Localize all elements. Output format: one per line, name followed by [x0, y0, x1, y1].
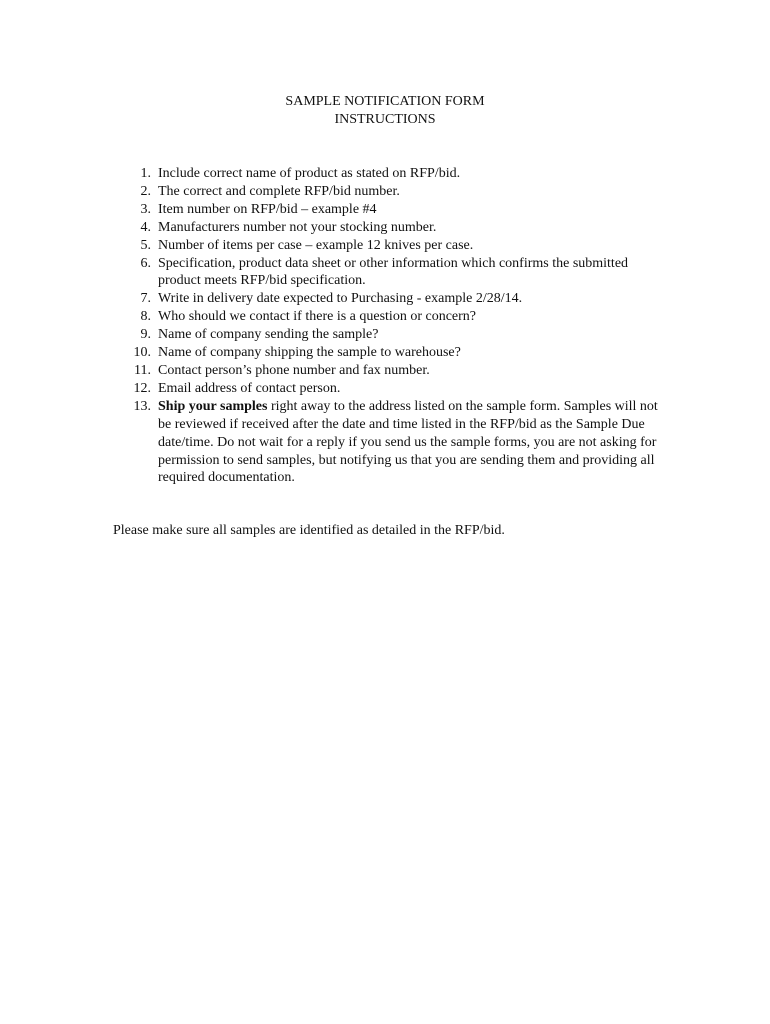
- item-number: 5.: [140, 237, 151, 253]
- item-number: 8.: [140, 309, 151, 325]
- item-number: 7.: [140, 291, 151, 307]
- item-text: The correct and complete RFP/bid number.: [158, 183, 400, 199]
- list-item: [120, 344, 665, 362]
- item-number: 4.: [140, 219, 151, 235]
- list-item: [120, 362, 665, 380]
- item-text: Item number on RFP/bid – example #4: [158, 201, 377, 217]
- item-text: Name of company sending the sample?: [158, 327, 379, 343]
- item-text: Write in delivery date expected to Purchasing - example 2/28/14.: [158, 291, 523, 307]
- list-item: [120, 237, 665, 255]
- footer-note: Please make sure all samples are identified as detailed in the RFP/bid.: [113, 523, 505, 538]
- list-item: [120, 183, 665, 201]
- item-number: 3.: [140, 201, 151, 217]
- item-number: 2.: [140, 183, 151, 199]
- instruction-list: [120, 165, 665, 487]
- document-title: SAMPLE NOTIFICATION FORM: [285, 94, 485, 109]
- item-text: Number of items per case – example 12 knives per case.: [158, 237, 474, 253]
- item-text: Contact person’s phone number and fax number.: [158, 362, 430, 378]
- item-text: Who should we contact if there is a question or concern?: [158, 309, 477, 325]
- item-emphasis: Ship your samples: [158, 398, 268, 414]
- item-number: 11.: [134, 362, 151, 378]
- item-text: right away to the address listed on the sample form. Samples will not be reviewed if received after the date and time listed in the RFP/bid as the Sample Due date/time. Do not wait for a reply if you send us the sample forms, you are not asking for permission to send samples, but notifying us that you are sending them and providing all required documentation.: [158, 398, 658, 486]
- item-text: Manufacturers number not your stocking number.: [158, 219, 437, 235]
- item-number: 6.: [140, 255, 151, 271]
- item-number: 10.: [133, 345, 151, 361]
- item-number: 9.: [140, 327, 151, 343]
- list-item: [120, 290, 665, 308]
- list-item: [120, 219, 665, 237]
- title-block: [0, 93, 770, 129]
- list-item: [120, 201, 665, 219]
- item-number: 13.: [133, 398, 151, 414]
- list-item: [120, 165, 665, 183]
- document-subtitle: INSTRUCTIONS: [334, 112, 436, 127]
- item-number: 1.: [140, 166, 151, 181]
- list-item: [120, 255, 665, 291]
- item-text: Specification, product data sheet or other information which confirms the submitted product meets RFP/bid specification.: [158, 255, 629, 289]
- list-item: [120, 308, 665, 326]
- item-number: 12.: [133, 380, 151, 396]
- item-text: Name of company shipping the sample to warehouse?: [158, 345, 461, 361]
- list-item: [120, 398, 665, 488]
- item-text: Include correct name of product as stated on RFP/bid.: [158, 166, 461, 181]
- item-text: Email address of contact person.: [158, 380, 341, 396]
- list-item: [120, 326, 665, 344]
- list-item: [120, 380, 665, 398]
